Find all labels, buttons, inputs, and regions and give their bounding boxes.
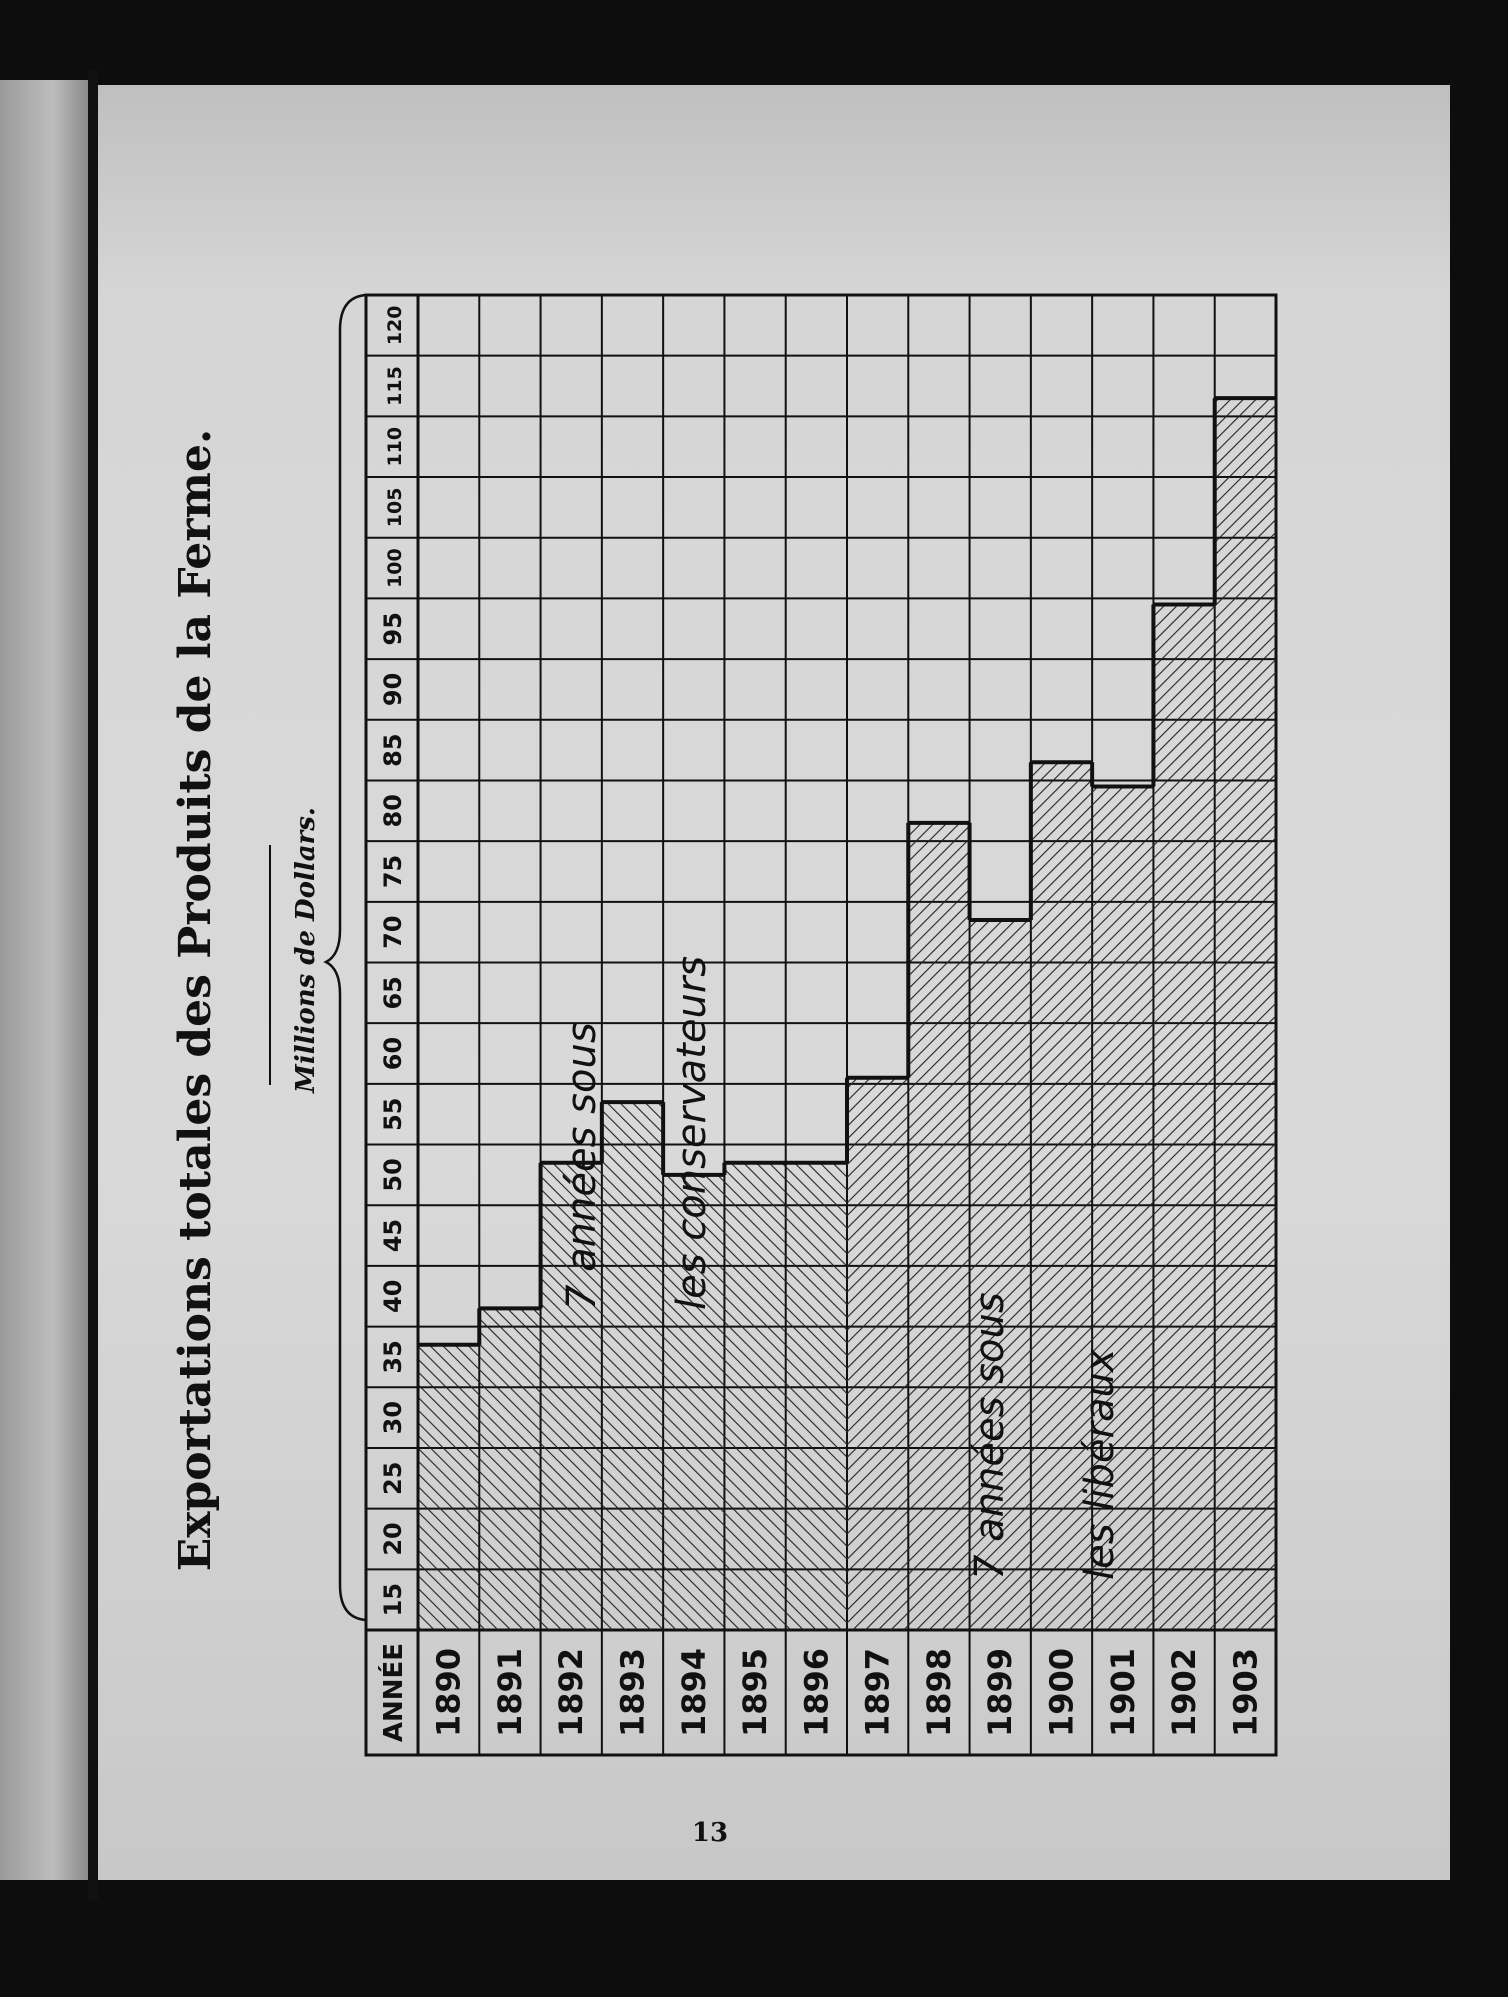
year-label-1896: 1896 [797, 1647, 836, 1738]
annotation-conservateurs-line1: 7 années sous [559, 1022, 605, 1310]
chart-subtitle-group [291, 807, 321, 1094]
value-tick-label: 95 [379, 612, 407, 646]
bar-1895 [724, 1163, 785, 1630]
year-label-1903: 1903 [1226, 1647, 1265, 1738]
value-tick-label: 60 [379, 1036, 407, 1071]
year-label-1900: 1900 [1042, 1647, 1081, 1738]
value-tick-label: 30 [379, 1400, 407, 1435]
year-label-1893: 1893 [613, 1647, 652, 1738]
bar-1898 [908, 823, 969, 1630]
value-tick-label: 85 [379, 733, 407, 767]
value-tick-label: 25 [379, 1461, 407, 1495]
value-tick-label: 35 [379, 1340, 407, 1374]
value-tick-label: 15 [379, 1582, 407, 1617]
bar-1902 [1153, 604, 1214, 1630]
chart-title: Exportations totales des Produits de la Ferme. [170, 428, 221, 1572]
year-label-1892: 1892 [552, 1647, 591, 1738]
value-tick-label: 55 [379, 1097, 407, 1131]
year-label-1899: 1899 [981, 1647, 1020, 1738]
year-label-1898: 1898 [919, 1647, 958, 1738]
annotation-conservateurs-line2: les conservateurs [669, 955, 715, 1310]
year-label-1901: 1901 [1103, 1647, 1142, 1738]
value-tick-label: 120 [384, 305, 406, 346]
value-brace [326, 295, 366, 1620]
value-tick-label: 45 [379, 1218, 407, 1253]
bar-1903 [1215, 398, 1276, 1630]
year-label-1902: 1902 [1165, 1647, 1204, 1738]
chart-subtitle: Millions de Dollars. [291, 807, 321, 1093]
value-tick-label: 105 [384, 487, 406, 528]
value-tick-label: 70 [379, 915, 407, 949]
value-tick-label: 100 [384, 548, 406, 588]
chart-title-group [170, 429, 221, 1572]
year-label-1897: 1897 [858, 1647, 897, 1738]
value-tick-label: 115 [384, 366, 406, 406]
value-tick-label: 20 [379, 1522, 407, 1556]
bar-1890 [418, 1345, 479, 1630]
value-tick-label: 65 [379, 976, 407, 1010]
bar-1893 [602, 1102, 663, 1630]
bar-1896 [786, 1163, 847, 1630]
year-label-1895: 1895 [736, 1647, 775, 1738]
page-number: 13 [691, 1818, 729, 1848]
value-tick-label: 110 [384, 426, 406, 467]
value-tick-label: 90 [379, 672, 407, 707]
value-tick-label: 40 [379, 1279, 407, 1313]
bar-1891 [479, 1308, 540, 1630]
value-tick-label: 75 [379, 854, 407, 889]
value-tick-label: 50 [379, 1158, 407, 1192]
annotation-liberaux-line1: 7 années sous [967, 1292, 1013, 1580]
category-header: ANNÉE [379, 1642, 409, 1743]
year-label-1891: 1891 [490, 1647, 529, 1738]
annotation-liberaux-line2: les libéraux [1077, 1348, 1123, 1580]
value-tick-label: 80 [379, 794, 407, 828]
year-label-1894: 1894 [674, 1647, 713, 1738]
year-label-1890: 1890 [429, 1647, 468, 1738]
bar-1897 [847, 1078, 908, 1630]
